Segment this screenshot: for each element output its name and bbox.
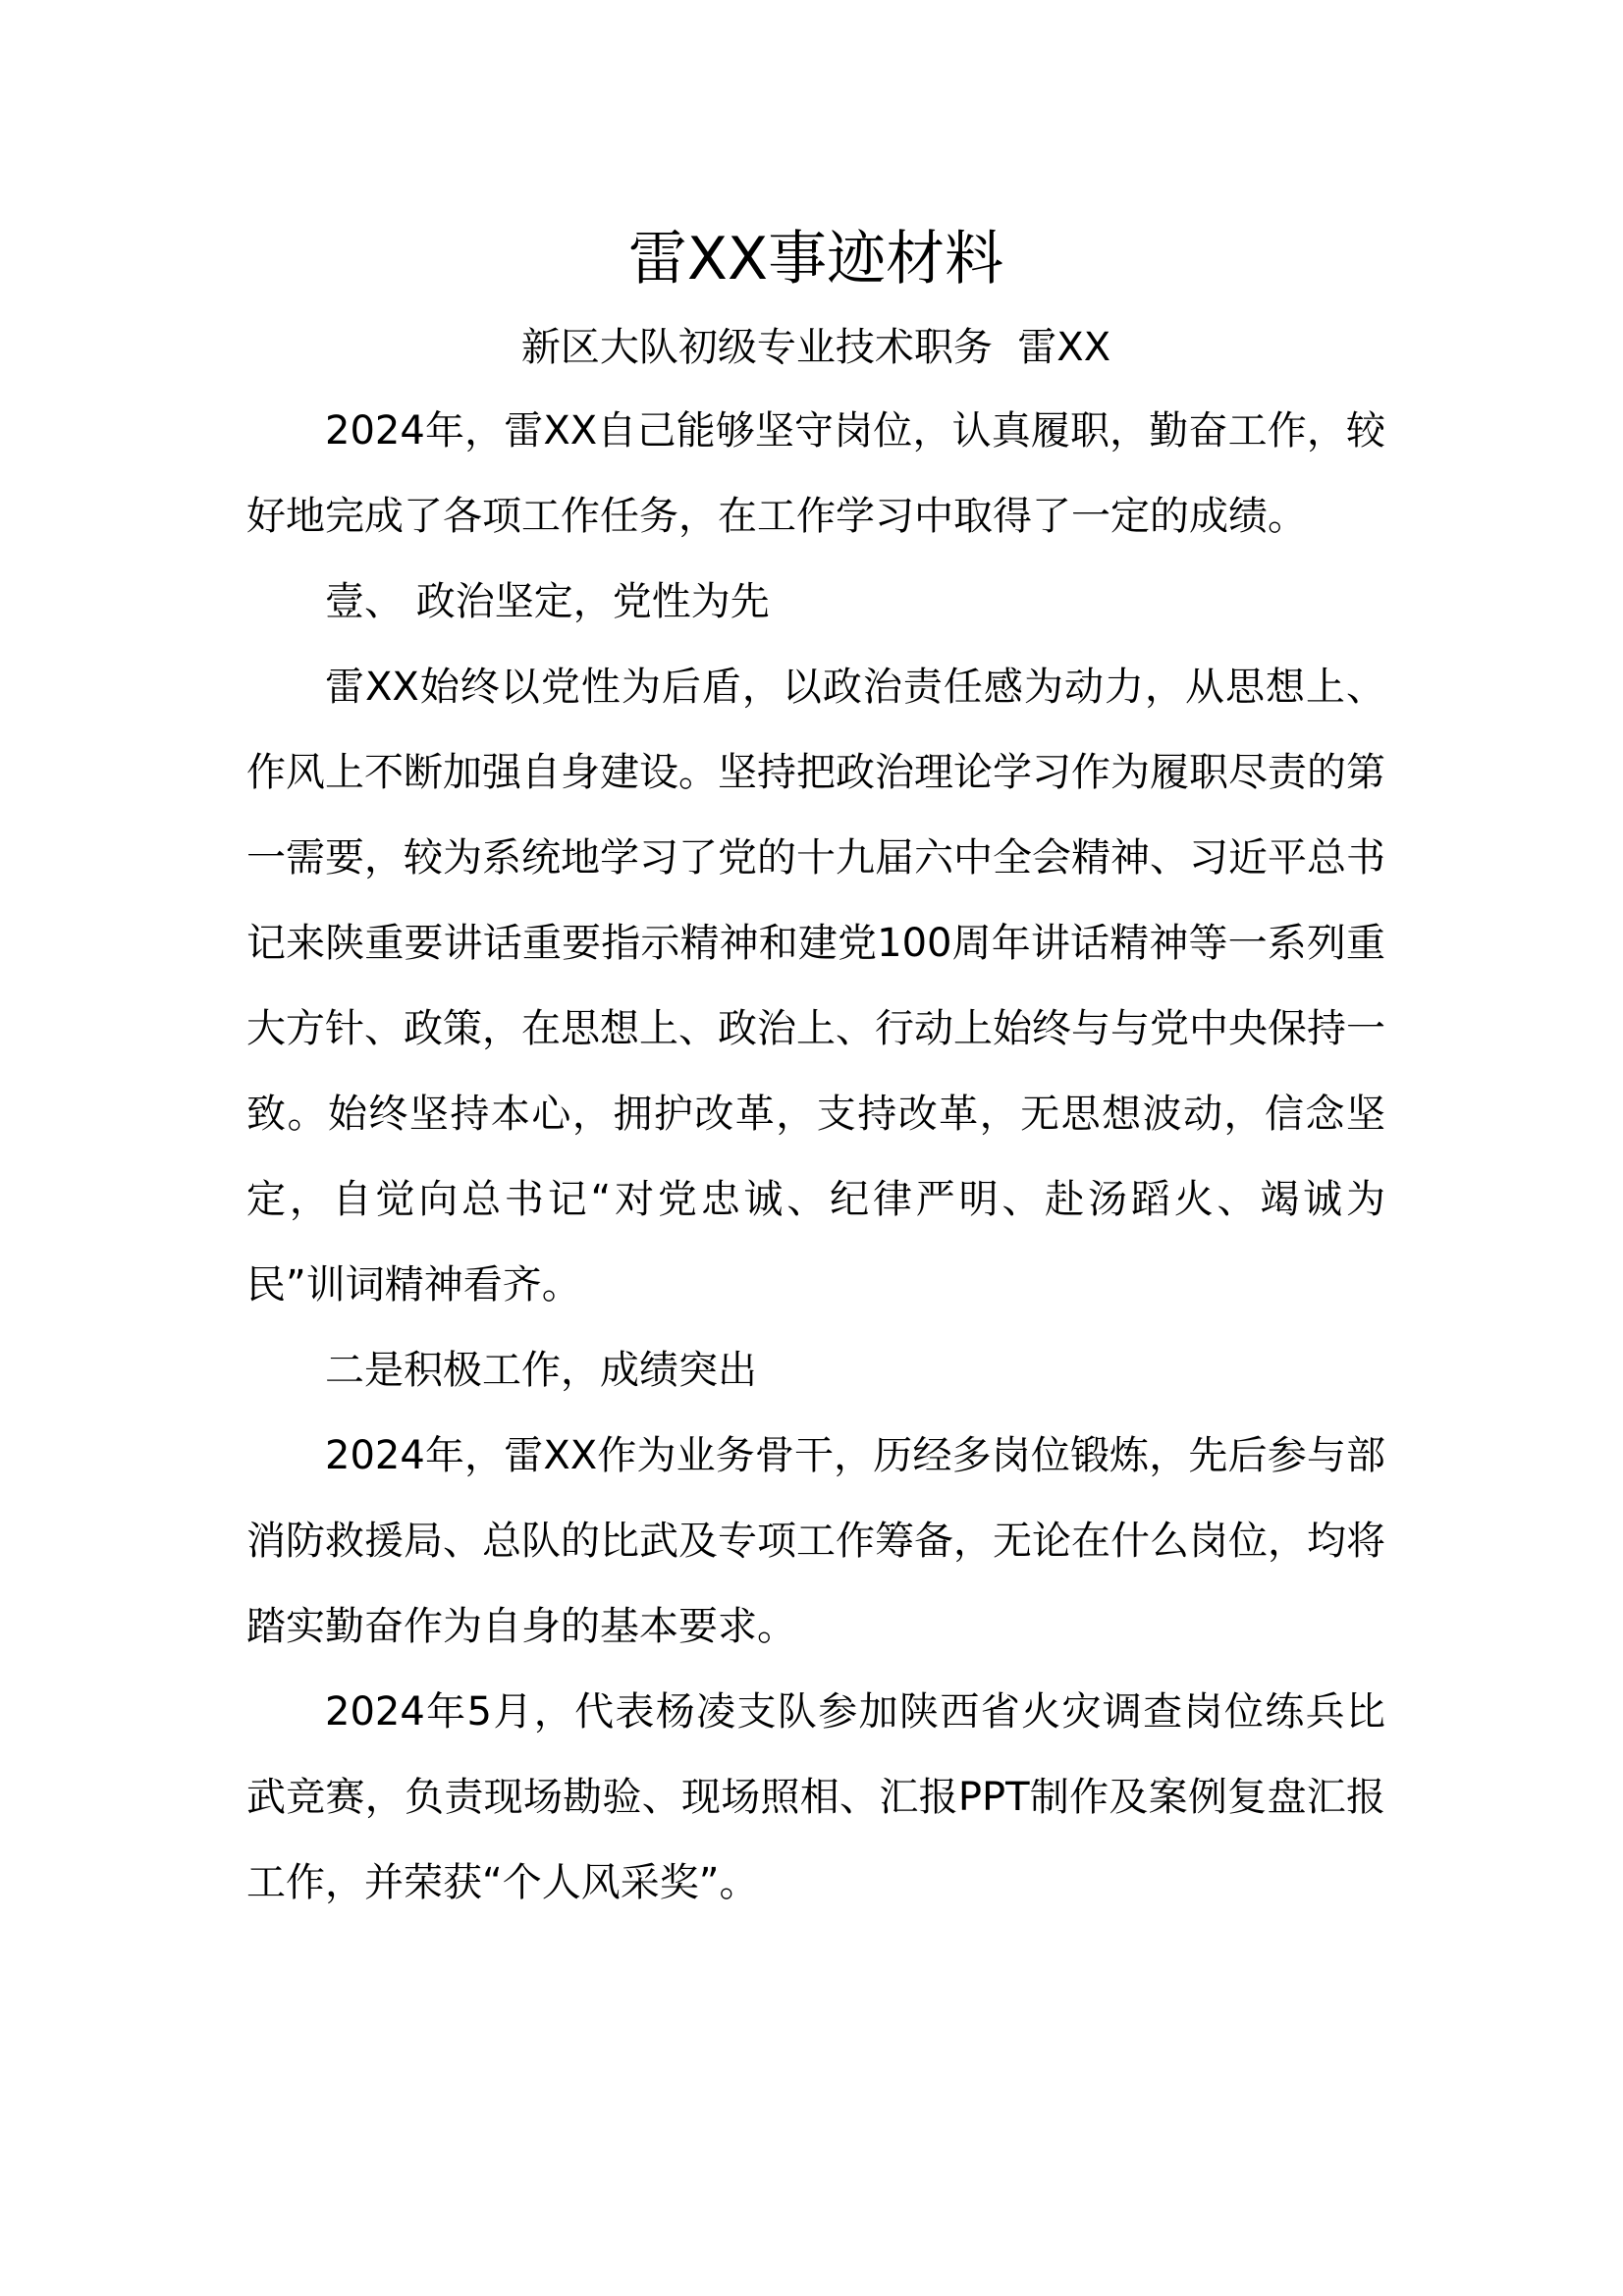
intro-paragraph: 2024年，雷XX自己能够坚守岗位，认真履职，勤奋工作，较好地完成了各项工作任务，在工作学习中取得了一定的成绩。 — [246, 408, 1385, 539]
document-body — [246, 212, 1385, 1926]
document-subtitle: 新区大队初级专业技术职务 雷XX — [520, 325, 1111, 370]
document-title: 雷XX事迹材料 — [627, 225, 1004, 294]
section-heading-work: 二是积极工作，成绩突出 — [325, 1348, 757, 1393]
work-paragraph: 2024年，雷XX作为业务骨干，历经多岗位锻炼，先后参与部消防救援局、总队的比武及专项工作筹备，无论在什么岗位，均将踏实勤奋作为自身的基本要求。 — [246, 1433, 1385, 1649]
competition-paragraph: 2024年5月，代表杨凌支队参加陕西省火灾调查岗位练兵比武竞赛，负责现场勘验、现场照相、汇报PPT制作及案例复盘汇报工作，并荣获“个人风采奖”。 — [246, 1689, 1385, 1905]
politics-paragraph: 雷XX始终以党性为后盾，以政治责任感为动力，从思想上、作风上不断加强自身建设。坚持把政治理论学习作为履职尽责的第一需要，较为系统地学习了党的十九届六中全会精神、习近平总书记来陕重要讲话重要指示精神和建党100周年讲话精神等一系列重大方针、政策，在思想上、政治上、行动上始终与与党中央保持一致。始终坚持本心，拥护改革，支持改革，无思想波动，信念坚定，自觉向总书记“对党忠诚、纪律严明、赴汤蹈火、竭诚为民”训词精神看齐。 — [246, 665, 1385, 1308]
section-heading-politics: 壹、 政治坚定，党性为先 — [325, 579, 770, 624]
